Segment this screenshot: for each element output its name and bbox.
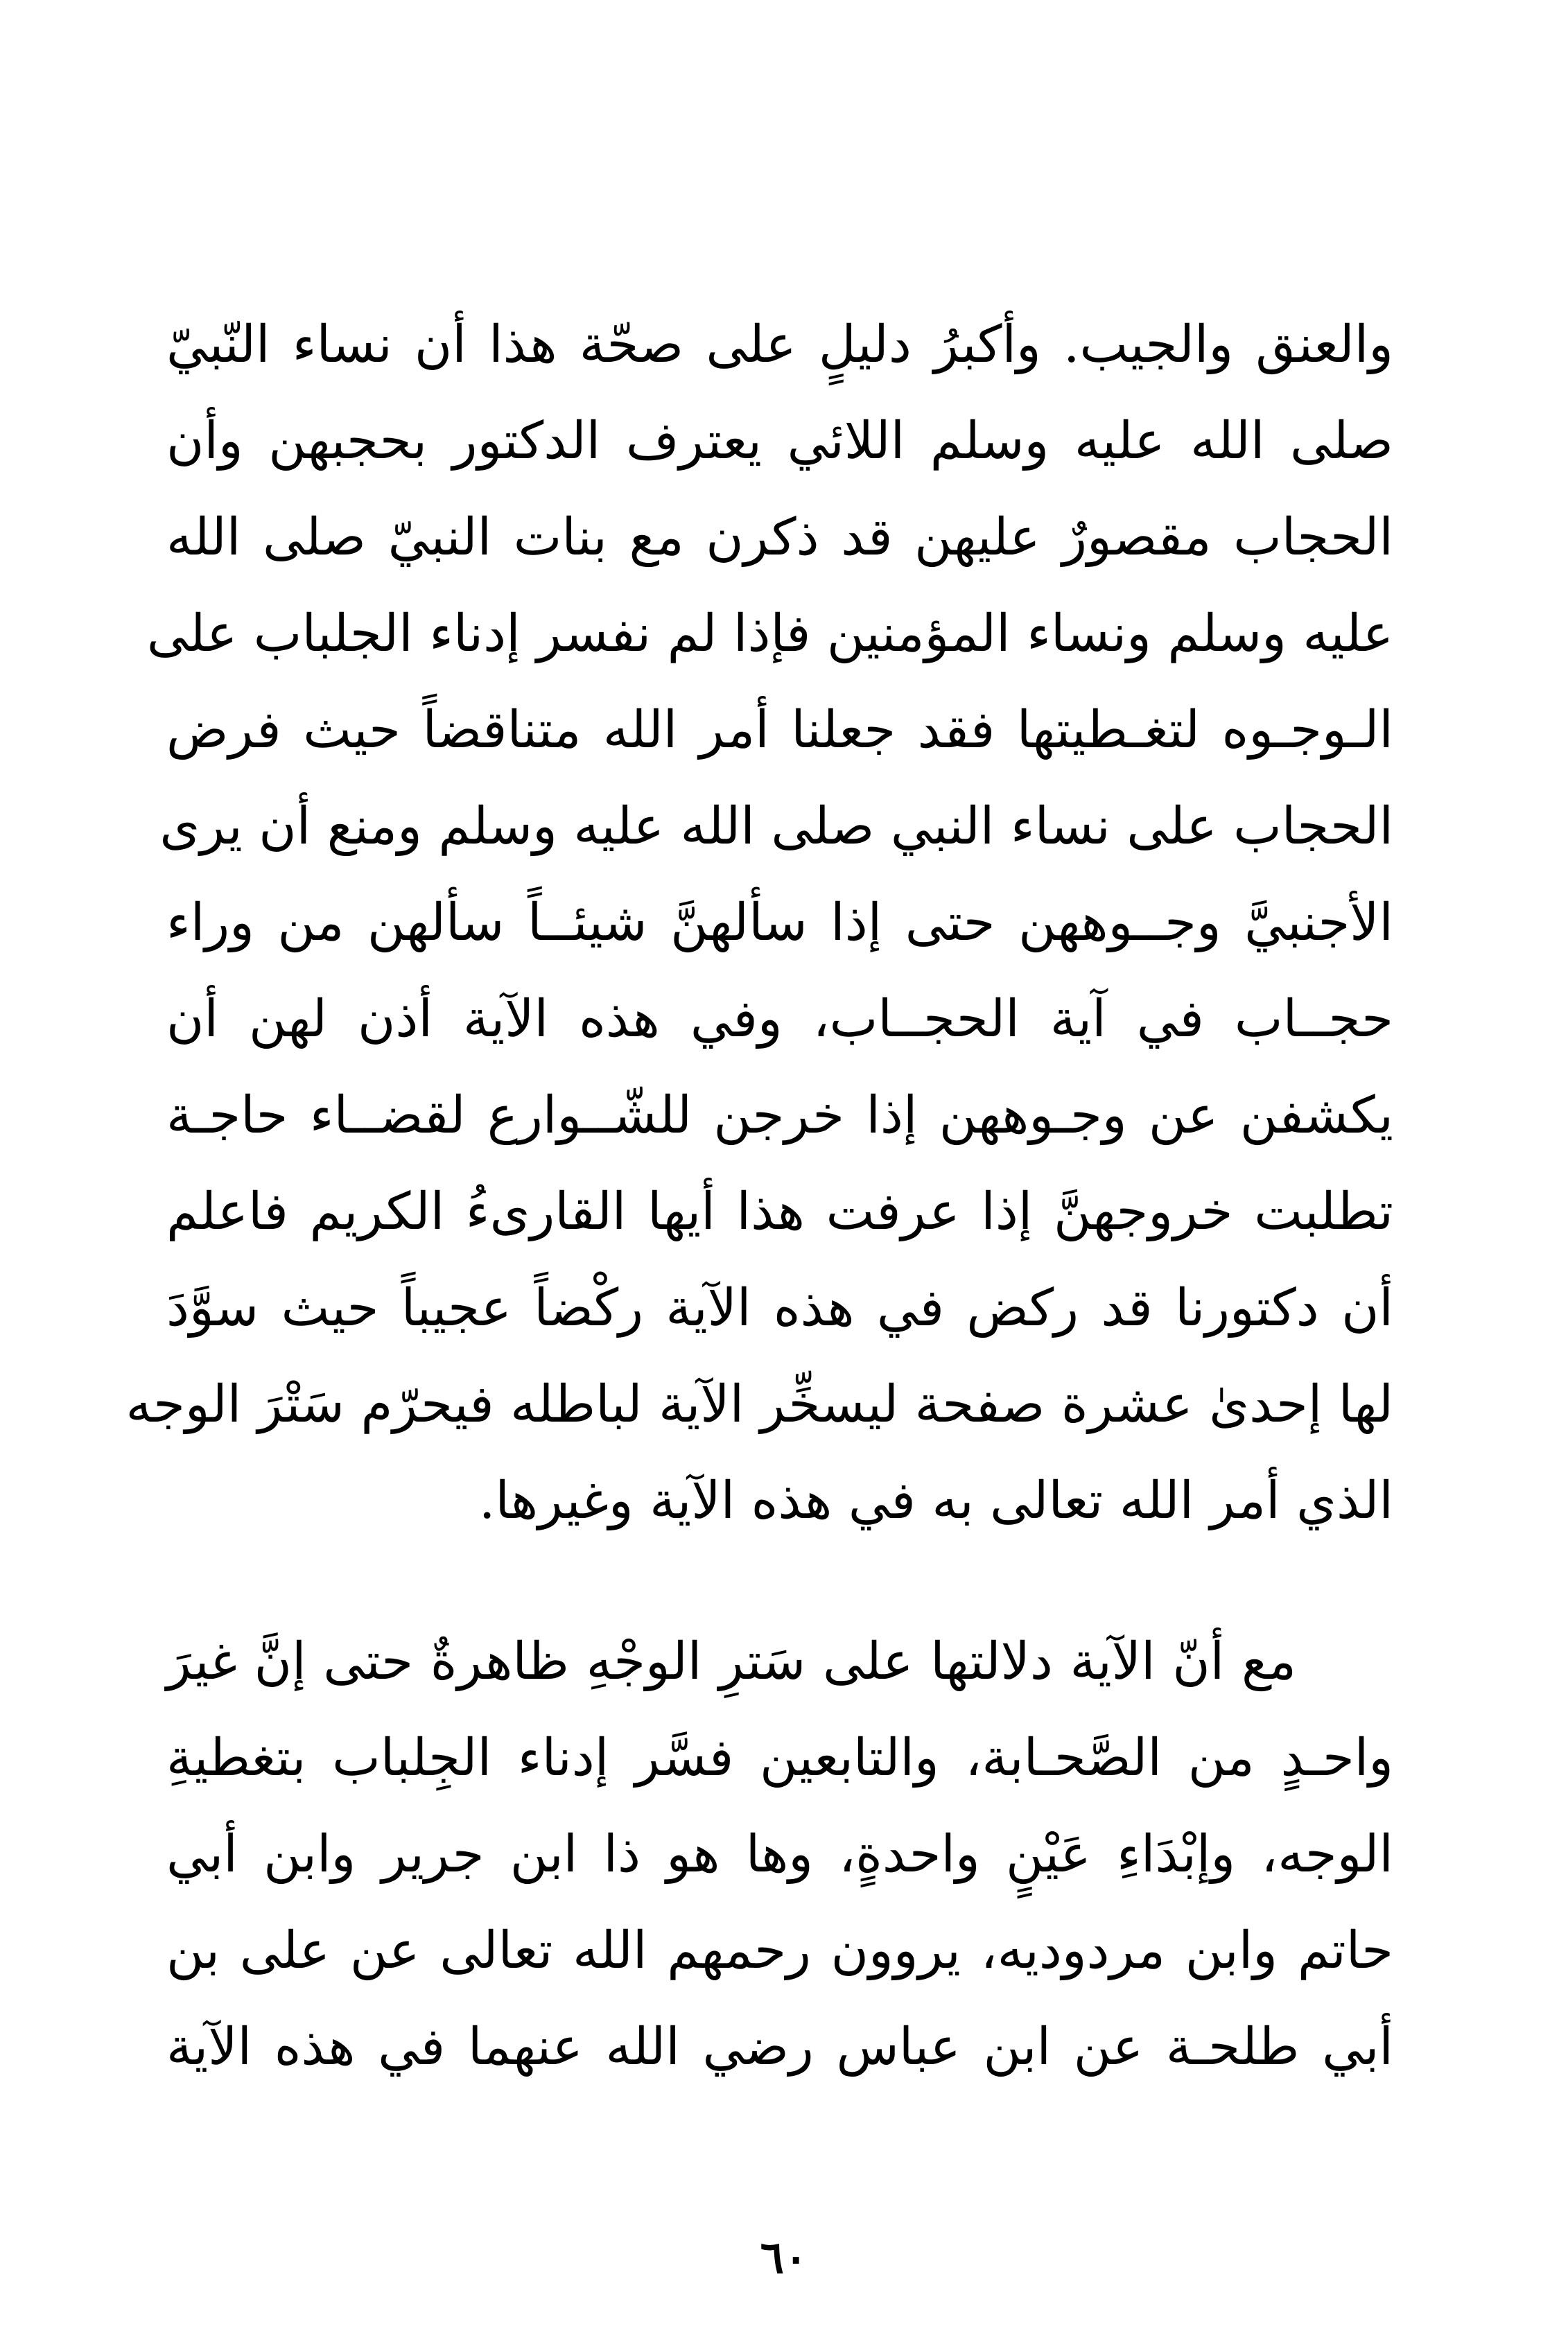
text-line: الحجاب على نساء النبي صلى الله عليه وسلم ومنع أن يرى — [159, 796, 1393, 856]
paragraph-2 — [166, 1614, 1393, 2095]
text-line: أبي طلحـة عن ابن عباس رضي الله عنهما في هذه الآية — [166, 2017, 1393, 2077]
page-number: ٦٠ — [760, 2232, 808, 2284]
text-line: أن دكتورنا قد ركض في هذه الآية ركْضاً عجيباً حيث سوَّدَ — [166, 1278, 1393, 1338]
text-line: لها إحدىٰ عشرة صفحة ليسخِّر الآية لباطله فيحرّم سَتْرَ الوجه — [125, 1374, 1393, 1434]
text-line: الذي أمر الله تعالى به في هذه الآية وغيرها. — [478, 1471, 1393, 1530]
text-line: واحـدٍ من الصَّحـابة، والتابعين فسَّر إدناء الجِلباب بتغطيةِ — [166, 1728, 1393, 1788]
text-line: تطلبت خروجهنَّ إذا عرفت هذا أيها القارىءُ الكريم فاعلم — [166, 1182, 1393, 1241]
text-line: مع أنّ الآية دلالتها على سَترِ الوجْهِ ظاهرةٌ حتى إنَّ غيرَ — [166, 1632, 1296, 1691]
text-line: الأجنبيَّ وجــوههن حتى إذا سألهنَّ شيئــاً سألهن من وراء — [166, 893, 1393, 952]
text-line: عليه وسلم ونساء المؤمنين فإذا لم نفسر إدناء الجلباب على — [146, 604, 1393, 663]
text-line: صلى الله عليه وسلم اللائي يعترف الدكتور بحجبهن وأن — [166, 411, 1393, 471]
text-line: يكشفن عن وجـوههن إذا خرجن للشّــوارع لقضــاء حاجـة — [166, 1085, 1393, 1145]
text-line: والعنق والجيب. وأكبرُ دليلٍ على صحّة هذا أن نساء النّبيّ — [166, 315, 1393, 374]
text-line: الوجه، وإبْدَاءِ عَيْنٍ واحدةٍ، وها هو ذا ابن جرير وابن أبي — [166, 1824, 1393, 1884]
text-line: حجــاب في آية الحجــاب، وفي هذه الآية أذن لهن أن — [166, 989, 1393, 1049]
text-line: حاتم وابن مردوديه، يروون رحمهم الله تعالى عن على بن — [166, 1921, 1393, 1980]
text-line: الـوجـوه لتغـطيتها فقد جعلنا أمر الله متناقضاً حيث فرض — [166, 700, 1393, 760]
paragraph-1 — [125, 297, 1393, 1549]
text-line: الحجاب مقصورٌ عليهن قد ذكرن مع بنات النبيّ صلى الله — [166, 507, 1393, 567]
